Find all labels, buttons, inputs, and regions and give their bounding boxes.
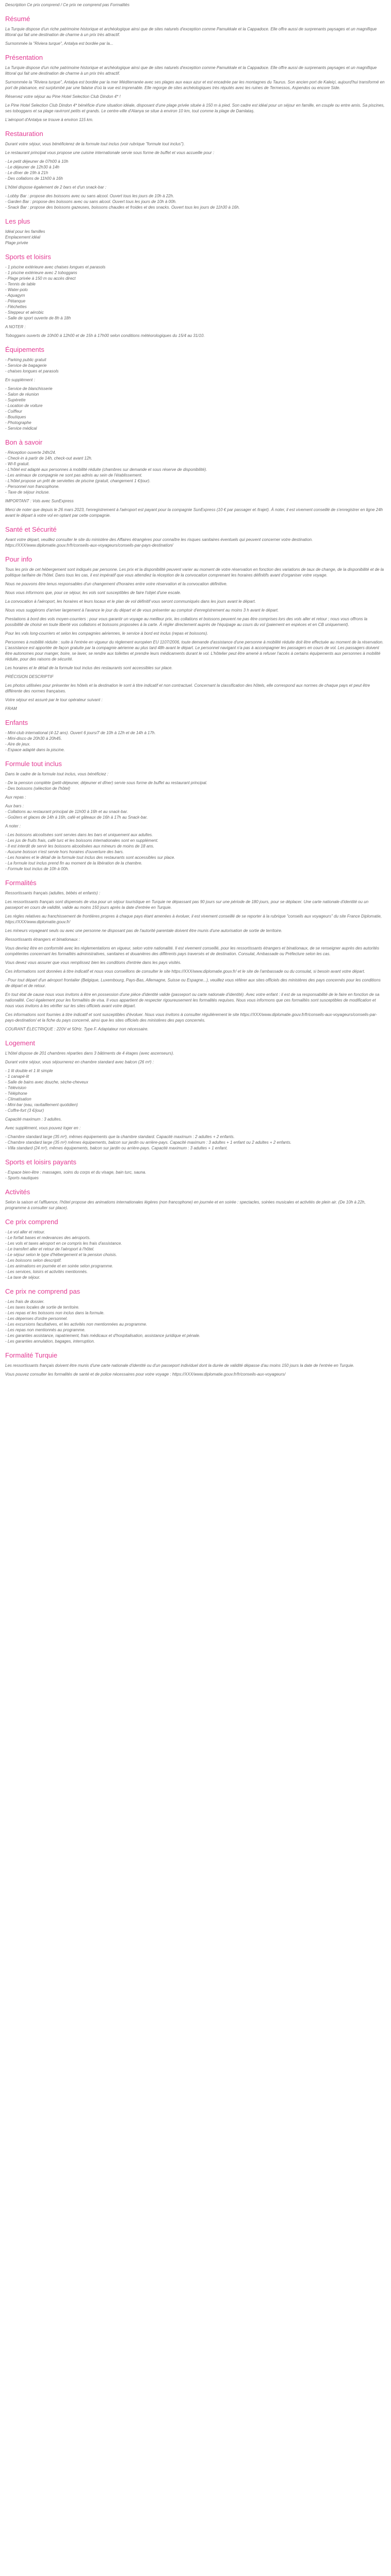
list-item: - Des collations de 11h00 à 16h [5,176,63,181]
section-title-sports-payants: Sports et loisirs payants [5,1158,77,1166]
list-item: - Les jus de fruits frais, café turc et les boissons internationales sont en supplément. [5,838,159,843]
section-title-comprend: Ce prix comprend [5,1218,58,1226]
list-item: - Le dîner de 19h à 21h [5,171,48,175]
section-title-presentation: Présentation [5,54,43,61]
list-item: - Location de voiture [5,403,43,408]
paragraph: Pour les vols long-courriers et selon les compagnies aériennes, le service à bord est inclus (repas et boissons). [5,631,208,636]
paragraph: Personnes à mobilité réduite : suite à l'entrée en vigueur du règlement européen EU 1107/2006, toute demande d'assistance d'une personne à mobilité réduite doit être effectuée au moment de la réservation. L'assistance est apportée de façon gratuite par la compagnie aérienne au plus tard 48h avant le départ. Le personnel navigant n'a pas à accompagner les passagers en cours de vol. Les passagers doivent être autonomes pour manger, boire, se laver, se rendre aux toilettes et prendre leurs médicaments durant le vol. L'hôtelier peut être amené à refuser l'accès à certains équipements aux personnes à mobilité réduite, pour des raisons de sécurité. [5,640,384,662]
list-item: - Télévision [5,1086,26,1090]
list-item: - Lobby Bar : propose des boissons avec ou sans alcool. Ouvert tous les jours de 10h à 22h. [5,194,174,198]
paragraph: L'hôtel dispose également de 2 bars et d'un snack-bar : [5,185,107,190]
list-item: - Espace bien-être : massages, soins du corps et du visage, bain turc, sauna. [5,1170,146,1175]
paragraph: Réservez votre séjour au Pine Hotel Selection Club Dindon 4* ! [5,94,121,99]
list-item: - Espace adapté dans la piscine. [5,748,65,752]
list-item: - 1 piscine extérieure avec 2 toboggans [5,270,77,275]
paragraph: Les horaires et le détail de la formule tout inclus des restaurants sont accessibles sur place. [5,666,173,670]
list-item: - Coiffeur [5,409,22,414]
important-label: IMPORTANT : Vols avec SunExpress [5,499,74,503]
section-title-bon-a-savoir: Bon à savoir [5,438,43,446]
list-item: - Formule tout inclus de 10h à 00h. [5,867,69,871]
list-item: - Les vols et taxes aéroport en ce compris les frais d'assistance. [5,1241,122,1246]
list-item: - Il est interdit de servir les boissons alcoolisées aux mineurs de moins de 18 ans. [5,844,155,849]
paragraph: En supplément : [5,378,35,382]
list-item: - Supérette [5,398,26,402]
formule-notes [5,832,386,872]
paragraph: Vous devez vous assurer que vous remplissez bien les conditions d'entrée dans les pays visités. [5,960,182,965]
paragraph: Le Pine Hotel Selection Club Dindon 4* bénéficie d'une situation idéale, disposant d'une plage privée située à 150 m à pied. Son cadre est idéal pour un séjour en famille, en couple ou entre amis. Sa piscines, ses toboggans et sa plage ravirront petits et grands. Le centre-ville d'Alanya se situe à environ 10 km, tout comme la plage de Damlataş. [5,103,385,113]
list-item: - Les boissons selon descriptif. [5,1258,62,1263]
list-item: - Mini-club international (4-12 ans). Ouvert 6 jours/7 de 10h à 12h et de 14h à 17h. [5,731,156,735]
list-item: - Climatisation [5,1097,31,1101]
section-title-equipements: Équipements [5,346,44,353]
section-title-formalites: Formalités [5,879,37,887]
list-item: - Aucune boisson n'est servie hors horaires d'ouverture des bars. [5,850,124,854]
list-item: - Salle de bains avec douche, sèche-cheveux [5,1080,88,1084]
paragraph: Durant votre séjour, vous séjournerez en chambre standard avec balcon (26 m²) : [5,1060,154,1064]
bon-a-savoir-list [5,450,386,495]
list-item: - Le petit déjeuner de 07h00 à 10h [5,159,69,164]
paragraph: Capacité maximum : 3 adultes. [5,1117,62,1122]
paragraph: Toboggans ouverts de 10h00 à 12h00 et de 15h à 17h00 selon conditions météorologiques du 15/4 au 31/10. [5,333,205,338]
list-item: - Garden Bar : propose des boissons avec ou sans alcool. Ouvert tous les jours de 10h à 00h. [5,199,177,204]
list-item: - 1 lit double et 1 lit simple [5,1069,53,1073]
list-item: - Mini-disco de 20h30 à 20h45. [5,736,62,741]
list-item: - Les excursions facultatives, et les activités non mentionnées au programme. [5,1322,148,1327]
paragraph: En tout état de cause nous vous invitons à être en possession d'une pièce d'identité valide (passeport ou carte nationale d'identité). Avec votre enfant : il est de sa responsabilité de le faire en fonction de sa nationalité. Ceci également pour les formalités de visa. Il vous appartient de respecter rigoureusement les formalités requises. Nous vous informons que ces formalités sont susceptibles de modification et nous vous invitons à les vérifier sur les sites officiels avant votre départ. [5,992,380,1008]
list-item: - Chambre standard large (35 m²) mêmes équipements, balcon sur jardin ou arrière-pays. Capacité maximum : 3 adultes + 1 enfant ou 2 adultes + 2 enfants. [5,1140,291,1145]
list-item: - Les repas et les boissons non inclus dans la formule. [5,1311,105,1315]
list-item: - chaises longues et parasols [5,369,59,374]
paragraph: Selon la saison et l'affluence, l'hôtel propose des animations internationales légères (non francophone) en journée et en soirée : spectacles, soirées musicales et activités de plein air. (De 10h à 22h, programme à consulter sur place). [5,1200,366,1210]
list-item: - Snack Bar : propose des boissons gazeuses, boissons chaudes et froides et des snacks. Ouvert tous les jours de 11h30 à 16h. [5,205,240,210]
formule-list [5,780,386,791]
list-item: - Parking public gratuit [5,358,46,362]
list-item: - Sports nautiques [5,1176,39,1180]
paragraph: Surnommée la "Riviera turque", Antalya est bordée par la mer Méditerranée avec ses plages aux eaux azur et est encadrée par les montagnes du Taurus. Son ancien port de Kaleiçi, aujourd'hui transformé en port de plaisance, est surplombé par une falaise d'où la vue est imprenable. Elle regorge de sites archéologiques très réputés avec les ruines de Termessos, Aspendos ou encore Side. [5,80,385,90]
list-item: - Les animaux de compagnie ne sont pas admis au sein de l'établissement. [5,473,143,478]
list-item: - Les garanties assistance, rapatriement, frais médicaux et d'hospitalisation, assistance juridique et pénale. [5,1333,201,1338]
section-title-resume: Résumé [5,15,30,23]
paragraph: Aux repas : [5,795,26,800]
paragraph: Le restaurant principal vous propose une cuisine internationale servie sous forme de buffet et vous accueille pour : [5,150,215,155]
list-item: - Steppeur et aérobic [5,310,44,315]
list-item: - L'hôtel propose un prêt de serviettes de piscine (gratuit, changement 1 €/jour). [5,479,151,483]
plus-list [5,229,386,246]
paragraph: La Turquie dispose d'un riche patrimoine historique et archéologique ainsi que de sites naturels d'exception comme Pamukkale et la Cappadoce. Elle offre aussi de surprenants paysages et un magnifique littoral qui fait une destination de charme à un prix très attractif. [5,27,377,37]
list-item: - Fléchettes [5,304,27,309]
list-item: - De la pension complète (petit-déjeuner, déjeuner et dîner) servie sous forme de buffet au restaurant principal. [5,781,207,785]
section-title-restauration: Restauration [5,130,43,138]
list-item: - Water-polo [5,287,28,292]
list-item: - Boutiques [5,415,26,419]
note-label: A noter : [5,824,21,828]
list-item: - Goûters et glaces de 14h à 16h, café et gâteaux de 16h à 17h au Snack-bar. [5,815,148,820]
section-title-logement: Logement [5,1039,35,1047]
ne-comprend-list [5,1299,386,1344]
page-intro: Description Ce prix comprend / Ce prix ne comprend pas Formalités [5,3,129,7]
list-item: - Plage privée à 150 m ou accès direct [5,276,76,281]
paragraph: Ces informations sont fournies à titre indicatif et sont susceptibles d'évoluer. Nous vous invitons à consulter régulièrement le site https://XXX/www.diplomatie.gouv.fr/fr/conseils-aux-voyageurs/conseils-par-pays-destination/ et la fiche du pays concerné, ainsi que les sites officiels des ministères des pays concernés. [5,1012,377,1023]
section-title-sports: Sports et loisirs [5,253,51,261]
list-item: - Photographe [5,420,31,425]
list-item: - Villa standard (24 m²), mêmes équipements, balcon sur jardin ou arrière-pays. Capacité maximum : 3 adultes + 1 enfant. [5,1146,228,1150]
paragraph: Surnommée la "Riviera turque", Antalya est bordée par la... [5,41,113,46]
courant-electrique: COURANT ÉLECTRIQUE : 220V et 50Hz. Type F. Adaptateur non nécessaire. [5,1027,149,1031]
paragraph: Nous vous suggérons d'arriver largement à l'avance le jour du départ et de vous présenter au comptoir d'enregistrement au moins 3 h avant le départ. [5,608,279,613]
paragraph: Ressortissants français (adultes, bébés et enfants) : [5,891,101,895]
enfants-list [5,730,386,753]
list-item: - Le déjeuner de 12h30 à 14h [5,165,59,170]
list-item: - Réception ouverte 24h/24. [5,450,56,455]
list-item: - Service de blanchisserie [5,386,53,391]
list-item: - Les horaires et le détail de la formule tout inclus des restaurants sont accessibles sur place. [5,855,175,860]
paragraph: Ressortissants étrangers et binationaux : [5,937,80,942]
list-item: - Les repas non mentionnés au programme. [5,1328,86,1332]
list-item: - Wi-fi gratuit. [5,462,30,466]
paragraph: Nous ne pouvons être tenus responsables d'un changement d'horaires entre votre réservation et la convocation définitive. [5,582,227,586]
paragraph: Avec supplément, vous pouvez loger en : [5,1126,81,1130]
list-item: - Téléphone [5,1091,27,1096]
list-item: - Personnel non francophone. [5,484,60,489]
section-title-plus: Les plus [5,217,30,225]
logement-list [5,1068,386,1113]
list-item: - Les animations en journée et en soirée selon programme. [5,1264,113,1268]
paragraph: Les photos utilisées pour présenter les hôtels et la destination le sont à titre indicatif et non contractuel. Concernant la classification des hôtels, elle correspond aux normes de chaque pays et peut être différente des normes françaises. [5,683,370,693]
paragraph: Ces informations sont données à titre indicatif et nous vous conseillons de consulter le site https://XXX/www.diplomatie.gouv.fr/ et le site de l'ambassade ou du consulat, si besoin avant votre départ. [5,969,365,974]
list-item: - Mini-bar (eau, ravitaillement quotidien) [5,1103,78,1107]
equipements-extra-list [5,386,386,431]
paragraph: La Turquie dispose d'un riche patrimoine historique et archéologique ainsi que de sites naturels d'exception comme Pamukkale et la Cappadoce. Elle offre aussi de surprenants paysages et un magnifique littoral qui fait une destination de charme à un prix très attractif. [5,65,377,76]
section-title-activites: Activités [5,1188,30,1196]
list-item: - Coffre-fort (3 €/jour) [5,1108,44,1113]
list-item: - Aquagym [5,293,25,298]
list-item: - Tennis de table [5,282,36,286]
paragraph: Les ressortissants français sont dispensés de visa pour un séjour touristique en Turquie ne dépassant pas 90 jours sur une période de 180 jours, pour se déplacer. Une carte nationale d'identité ou un passeport en cours de validité, valide au moins 150 jours après la date d'entrée en Turquie. [5,900,369,910]
paragraph: L'aéroport d'Antalya se trouve à environ 115 km. [5,117,94,122]
paragraph: Vous devriez être en conformité avec les réglementations en vigueur, selon votre nationalité. Il est vivement conseillé, pour les ressortissants étrangers et binationaux, de se renseigner auprès des autorités compétentes concernant les formalités administratives, sanitaires et douanières des différents pays traversés et de destination. Consulat, Ambassade ou Préfecture selon les cas. [5,946,379,956]
list-item: - Le transfert aller et retour de l'aéroport à l'hôtel. [5,1247,94,1251]
section-title-formalite-turquie: Formalité Turquie [5,1351,58,1359]
section-title-enfants: Enfants [5,719,28,726]
list-item: - Des boissons (sélection de l'hôtel) [5,786,71,791]
list-item: - 1 canapé-lit [5,1074,29,1079]
restauration-list [5,159,386,181]
list-item: - Les garanties annulation, bagages, interruption. [5,1339,95,1344]
section-title-formule: Formule tout inclus [5,760,62,768]
paragraph: Dans le cadre de la formule tout inclus, vous bénéficiez : [5,772,109,776]
list-item: - Service de bagagerie [5,363,47,368]
note-label: A NOTER : [5,325,26,329]
formule-list-2 [5,803,386,820]
list-item: - Chambre standard large (35 m²), mêmes équipements que la chambre standard. Capacité maximum : 2 adultes + 2 enfants. [5,1134,235,1139]
paragraph: Les ressortissants français doivent être munis d'une carte nationale d'identité ou d'un passeport individuel dont la durée de validité dépasse d'au moins 150 jours la date de l'entrée en Turquie. [5,1363,354,1368]
list-item: Emplacement idéal [5,235,41,240]
list-item: - Les dépenses d'ordre personnel. [5,1316,68,1321]
list-item: - La taxe de séjour. [5,1275,41,1280]
sports-list [5,264,386,321]
comprend-list [5,1229,386,1280]
list-item: - Check-in à partir de 14h, check-out avant 12h. [5,456,92,461]
operator-name: FRAM [5,706,17,711]
paragraph: L'hôtel dispose de 201 chambres réparties dans 3 bâtiments de 4 étages (avec ascenseurs). [5,1051,174,1056]
paragraph: Nous vous informons que, pour ce séjour, les vols sont susceptibles de faire l'objet d'une escale. [5,590,182,595]
list-item: - Le vol aller et retour. [5,1230,45,1234]
list-item: - Le séjour selon le type d'hébergement et la pension choisis. [5,1252,117,1257]
section-title-sante: Santé et Sécurité [5,526,57,533]
paragraph: Les mineurs voyageant seuls ou avec une personne ne disposant pas de l'autorité parentale doivent être munis d'une autorisation de sortie de territoire. [5,928,283,933]
list-item: - 1 piscine extérieure avec chaises longues et parasols [5,265,106,269]
list-item: Plage privée [5,241,28,245]
precision-label: PRÉCISION DESCRIPTIF [5,674,54,679]
bars-list [5,193,386,210]
paragraph: Prestations à bord des vols moyen-courriers : pour vous garantir un voyage au meilleur prix, les collations et boissons peuvent ne pas être comprises lors des vols aller et retour ; nous vous offrons la possibilité de choisir en toute liberté vos collations et boissons proposées à la carte. À régler directement auprès de l'équipage au cours du vol (paiement en espèces et en CB uniquement). [5,617,368,627]
list-item: - Le forfait bases et redevances des aéroports. [5,1235,91,1240]
equipements-list [5,357,386,374]
logement-list-2 [5,1134,386,1151]
list-item: - Aire de jeux. [5,742,31,747]
paragraph: Durant votre séjour, vous bénéficierez de la formule tout inclus (voir rubrique "formule tout inclus"). [5,142,185,146]
list-item: - Les services, loisirs et activités mentionnés. [5,1269,88,1274]
sports-payants-list [5,1170,386,1181]
paragraph: Tous les prix de cet hébergement sont indiqués par personne. Les prix et la disponibilité peuvent varier au moment de votre réservation en fonction des variations de taux de change, de la disponibilité et de la politique tarifaire de l'hôtel. Dans tous les cas, il est impératif que vous attendiez la réception de la convocation comprenant les horaires définitifs avant d'organiser votre voyage. [5,567,384,578]
paragraph: Avant votre départ, veuillez consulter le site du ministère des Affaires étrangères pour connaître les risques sanitaires éventuels qui peuvent concerner votre destination. https://XXX/www.diplomatie.gouv.fr/fr/conseils-aux-voyageurs/conseils-par-pays-destination/ [5,537,313,548]
list-item: - Les frais de dossier. [5,1299,45,1304]
list-item: - Collations au restaurant principal de 11h00 à 16h et au snack-bar. [5,809,128,814]
list-item: - Salle de sport ouverte de 8h à 18h [5,316,71,320]
list-item: - L'hôtel est adapté aux personnes à mobilité réduite (chambres sur demande et sous réserve de disponibilité). [5,467,207,472]
list-item: - Taxe de séjour incluse. [5,490,50,495]
list-item: - Service médical [5,426,37,431]
paragraph: La convocation à l'aéroport, les horaires et leurs locaux et le plan de vol définitif vous seront communiqués dans les jours avant le départ. [5,599,256,604]
section-title-info: Pour info [5,555,32,563]
paragraph: - Pour tout départ d'un aéroport frontalier (Belgique, Luxembourg, Pays-Bas, Allemagne, Suisse ou Espagne...), veuillez vous référer aux sites officiels des ministères des pays concernés pour les conditions de départ et de retour. [5,978,381,988]
list-item: - Les taxes locales de sortie de territoire. [5,1305,80,1310]
list-item: Idéal pour les familles [5,229,45,234]
list-item: - La formule tout inclus prend fin au moment de la libération de la chambre. [5,861,142,866]
list-item: Aux bars : [5,804,24,808]
list-item: - Pétanque [5,299,26,303]
list-item: - Salon de réunion [5,392,39,397]
paragraph: Votre séjour est assuré par le tour opérateur suivant : [5,698,103,702]
paragraph: Vous pouvez consulter les formalités de santé et de police nécessaires pour votre voyage : https://XXX/www.diplomatie.gouv.fr/fr/conseils-aux-voyageurs/ [5,1372,286,1377]
paragraph: Les règles relatives au franchissement de frontières propres à chaque pays étant amenées à évoluer, il est vivement conseillé de se reporter à la rubrique "conseils aux voyageurs" du site France Diplomatie, https://XXX/www.diplomatie.gouv.fr/ [5,914,382,924]
list-item: - Les boissons alcoolisées sont servies dans les bars et uniquement aux adultes. [5,833,153,837]
section-title-ne-comprend: Ce prix ne comprend pas [5,1287,80,1295]
paragraph: Merci de noter que depuis le 26 mars 2023, l'enregistrement à l'aéroport est payant pour la compagnie SunExpress (10 € par passager et /trajet). À noter, il est vivement conseillé de s'enregistrer en ligne 24h avant le départ à votre vol en optant par cette compagnie. [5,507,383,518]
